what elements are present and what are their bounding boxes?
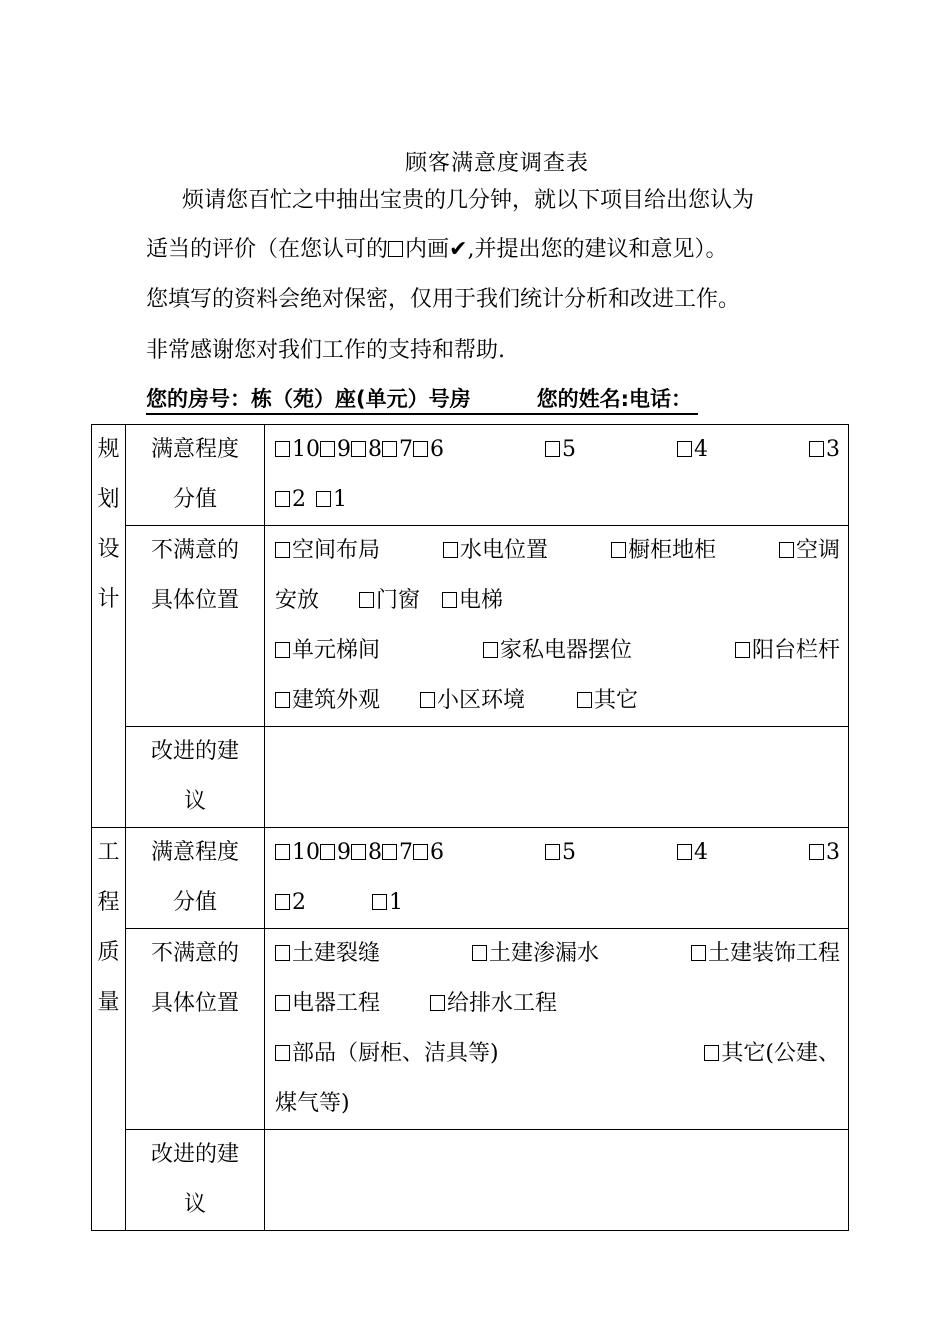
info-line	[146, 385, 698, 415]
option-air-conditioner[interactable]: 空调	[779, 526, 840, 576]
score-label: 满意程度 分值	[126, 828, 265, 929]
checkbox-10[interactable]	[275, 844, 290, 860]
option-balcony-railing[interactable]: 阳台栏杆	[735, 626, 840, 676]
checkbox-9[interactable]	[320, 441, 335, 457]
score-label: 满意程度 分值	[126, 425, 265, 526]
score-option-1[interactable]: 1	[316, 475, 347, 525]
checkbox-7[interactable]	[382, 844, 397, 860]
intro-line-1: 烦请您百忙之中抽出宝贵的几分钟，就以下项目给出您认为	[182, 188, 755, 213]
score-option-2[interactable]: 2	[275, 475, 306, 525]
score-option-3[interactable]: 3	[809, 425, 840, 475]
suggestion-input[interactable]	[265, 1130, 849, 1231]
suggestion-input[interactable]	[265, 727, 849, 828]
intro-line-2-mid: 内画	[405, 237, 450, 262]
score-option-1[interactable]: 1	[372, 878, 403, 928]
checkbox-7[interactable]	[382, 441, 397, 457]
dissatisfied-options	[265, 526, 849, 727]
intro-line-4: 非常感谢您对我们工作的支持和帮助.	[146, 338, 505, 363]
dissatisfied-label: 不满意的 具体位置	[126, 929, 265, 1130]
score-option-3[interactable]: 3	[809, 828, 840, 878]
intro-line-2	[146, 235, 727, 265]
checkbox-icon	[388, 241, 403, 257]
checkbox-10[interactable]	[275, 441, 290, 457]
checkmark-icon: ✔	[449, 237, 468, 262]
option-gas-text: 煤气等)	[275, 1091, 350, 1116]
page-title: 顾客满意度调查表	[404, 151, 589, 176]
option-water-electric[interactable]: 水电位置	[443, 526, 548, 576]
score-group-10-6: 10 9 8 7 6	[275, 425, 444, 475]
option-electrical[interactable]: 电器工程	[275, 979, 380, 1029]
option-other-public[interactable]: 其它(公建、	[704, 1029, 840, 1079]
score-option-5[interactable]: 5	[545, 828, 576, 878]
option-civil-decoration[interactable]: 土建装饰工程	[691, 929, 840, 979]
option-cabinets[interactable]: 橱柜地柜	[611, 526, 716, 576]
score-group-10-6: 10 9 8 7 6	[275, 828, 444, 878]
option-stairwell[interactable]: 单元梯间	[275, 626, 380, 676]
option-community-environment[interactable]: 小区环境	[420, 676, 525, 726]
checkbox-9[interactable]	[320, 844, 335, 860]
score-options	[265, 828, 849, 929]
option-space-layout[interactable]: 空间布局	[275, 526, 380, 576]
survey-table	[91, 424, 849, 1231]
score-option-4[interactable]: 4	[677, 425, 708, 475]
room-number-label: 您的房号：栋（苑）座(单元）号房	[146, 387, 471, 411]
score-option-2[interactable]: 2	[275, 878, 306, 928]
score-option-5[interactable]: 5	[545, 425, 576, 475]
checkbox-6[interactable]	[413, 844, 428, 860]
suggestion-label: 改进的建 议	[126, 1130, 265, 1231]
option-plumbing[interactable]: 给排水工程	[430, 979, 557, 1029]
checkbox-8[interactable]	[351, 844, 366, 860]
category-planning-design: 规 划 设 计	[92, 425, 126, 828]
intro-line-2-post: ,并提出您的建议和意见）。	[467, 237, 728, 262]
score-option-4[interactable]: 4	[677, 828, 708, 878]
category-construction-quality: 工 程 质 量	[92, 828, 126, 1231]
option-doors-windows[interactable]: 门窗	[359, 576, 420, 626]
checkbox-8[interactable]	[351, 441, 366, 457]
intro-line-3: 您填写的资料会绝对保密，仅用于我们统计分析和改进工作。	[146, 287, 741, 312]
score-options	[265, 425, 849, 526]
dissatisfied-label: 不满意的 具体位置	[126, 526, 265, 727]
suggestion-label: 改进的建 议	[126, 727, 265, 828]
name-phone-label: 您的姓名:电话：	[536, 387, 693, 411]
option-components[interactable]: 部品（厨柜、洁具等)	[275, 1029, 499, 1079]
dissatisfied-options	[265, 929, 849, 1130]
option-placement-text: 安放	[275, 588, 320, 613]
option-civil-cracks[interactable]: 土建裂缝	[275, 929, 380, 979]
option-elevator[interactable]: 电梯	[442, 576, 503, 626]
checkbox-6[interactable]	[413, 441, 428, 457]
option-furniture-placement[interactable]: 家私电器摆位	[483, 626, 632, 676]
intro-line-2-pre: 适当的评价（在您认可的	[146, 237, 389, 262]
option-civil-leakage[interactable]: 土建渗漏水	[472, 929, 599, 979]
option-building-exterior[interactable]: 建筑外观	[275, 676, 380, 726]
option-other[interactable]: 其它	[577, 676, 638, 726]
